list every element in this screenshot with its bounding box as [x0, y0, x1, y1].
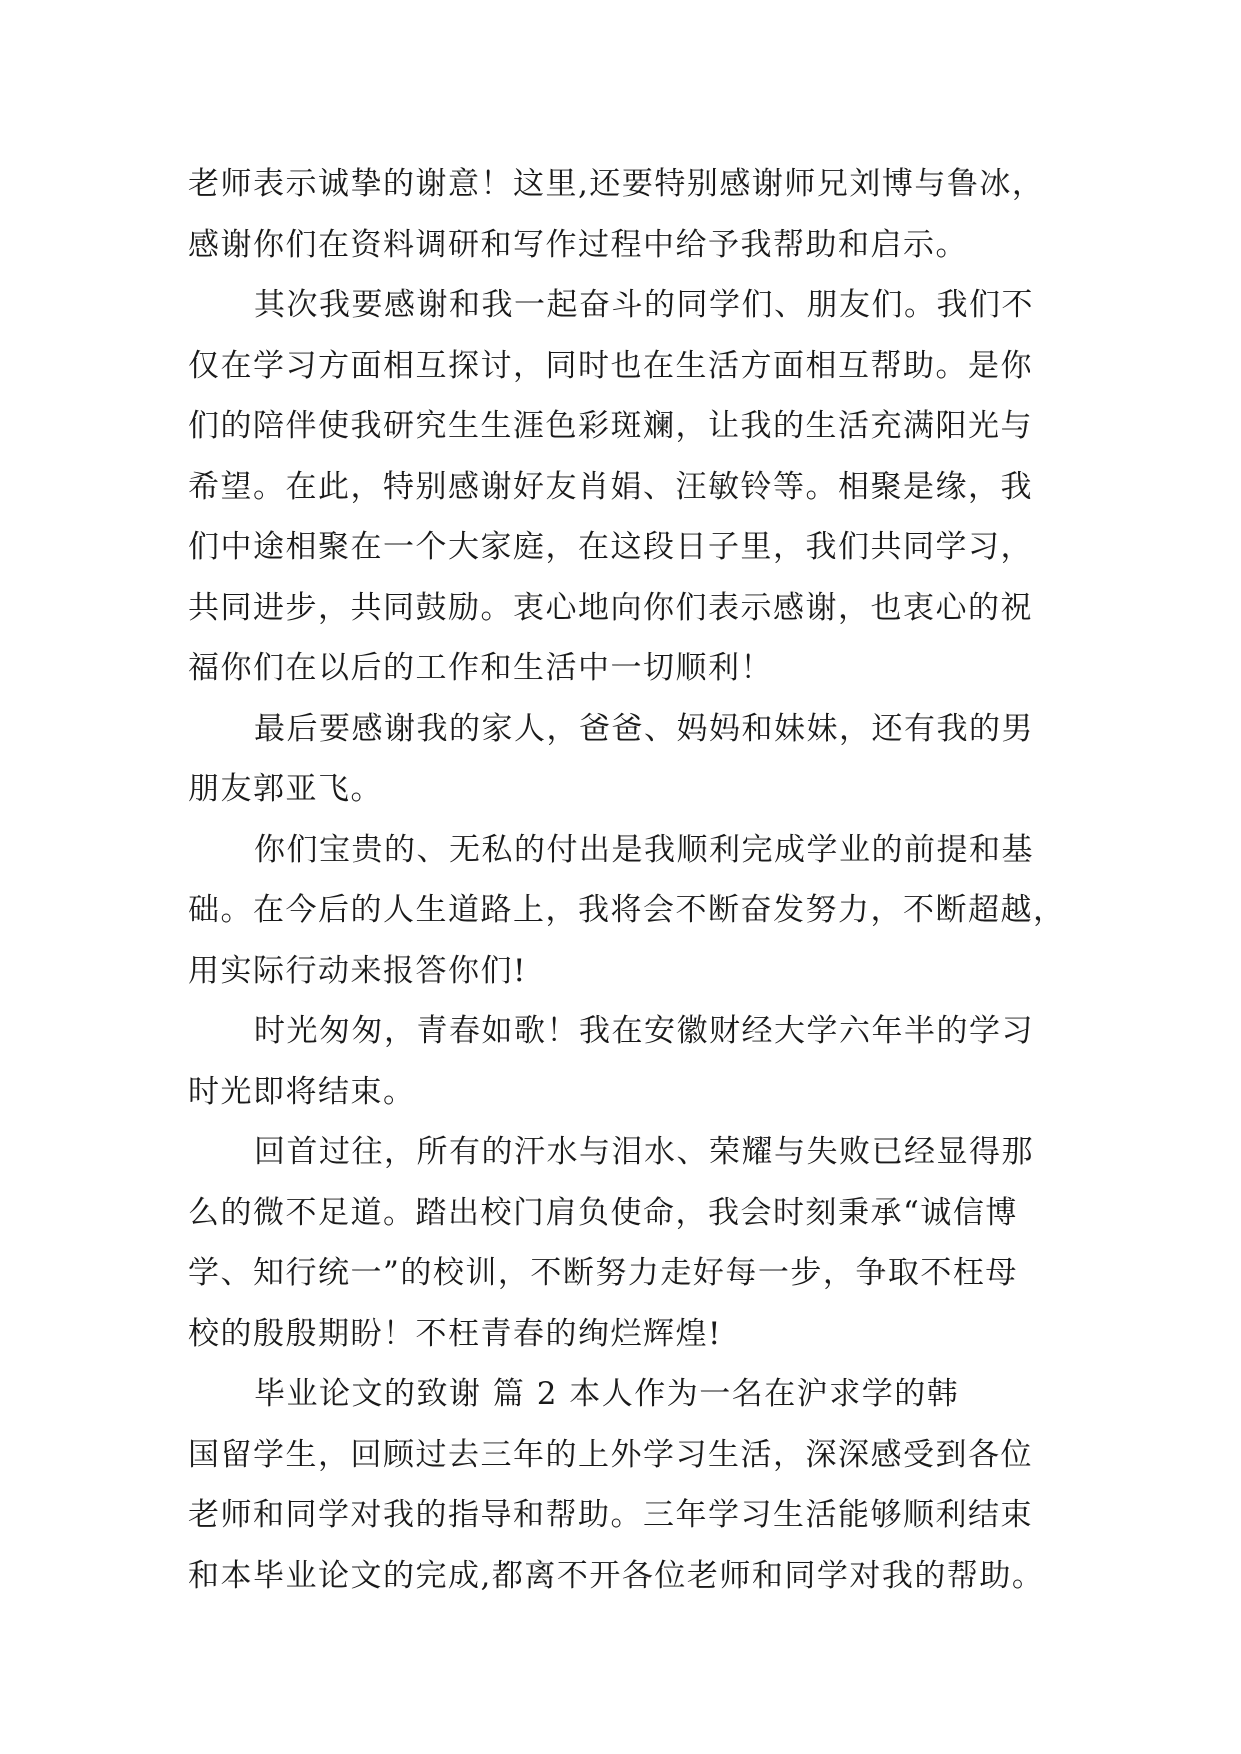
text-line: 希望。在此，特别感谢好友肖娟、汪敏铃等。相聚是缘，我 — [188, 468, 1033, 505]
text-line: 们的陪伴使我研究生生涯色彩斑斓，让我的生活充满阳光与 — [188, 408, 1033, 444]
text-line: 感谢你们在资料调研和写作过程中给予我帮助和启示。 — [188, 226, 968, 263]
text-line: 用实际行动来报答你们! — [188, 952, 527, 989]
text-line: 毕业论文的致谢 篇 2 本人作为一名在沪求学的韩 — [254, 1376, 960, 1412]
text-line: 时光匆匆，青春如歌！我在安徽财经大学六年半的学习 — [254, 1013, 1034, 1049]
text-line: 时光即将结束。 — [188, 1073, 416, 1110]
text-line: 仅在学习方面相互探讨，同时也在生活方面相互帮助。是你 — [188, 347, 1033, 384]
text-line: 其次我要感谢和我一起奋斗的同学们、朋友们。我们不 — [254, 287, 1034, 323]
text-line: 最后要感谢我的家人，爸爸、妈妈和妹妹，还有我的男 — [254, 710, 1034, 747]
text-line: 老师和同学对我的指导和帮助。三年学习生活能够顺利结束 — [188, 1497, 1033, 1533]
text-line: 老师表示诚挚的谢意！这里,还要特别感谢师兄刘博与鲁冰， — [188, 166, 1045, 202]
text-line: 校的殷殷期盼！不枉青春的绚烂辉煌! — [188, 1315, 722, 1352]
text-line: 么的微不足道。踏出校门肩负使命，我会时刻秉承“诚信博 — [188, 1194, 1018, 1231]
text-line: 你们宝贵的、无私的付出是我顺利完成学业的前提和基 — [254, 831, 1034, 868]
text-line: 们中途相聚在一个大家庭，在这段日子里，我们共同学习， — [188, 529, 1033, 565]
text-line: 国留学生，回顾过去三年的上外学习生活，深深感受到各位 — [188, 1436, 1033, 1473]
text-line: 回首过往，所有的汗水与泪水、荣耀与失败已经显得那 — [254, 1134, 1034, 1170]
body-text — [188, 154, 1078, 1606]
text-line: 础。在今后的人生道路上，我将会不断奋发努力，不断超越， — [188, 892, 1066, 928]
text-line: 学、知行统一”的校训，不断努力走好每一步，争取不枉母 — [188, 1255, 1018, 1291]
text-line: 共同进步，共同鼓励。衷心地向你们表示感谢，也衷心的祝 — [188, 589, 1033, 626]
text-line: 和本毕业论文的完成,都离不开各位老师和同学对我的帮助。 — [188, 1557, 1045, 1594]
text-line: 福你们在以后的工作和生活中一切顺利！ — [188, 650, 773, 686]
text-line: 朋友郭亚飞。 — [188, 771, 383, 807]
